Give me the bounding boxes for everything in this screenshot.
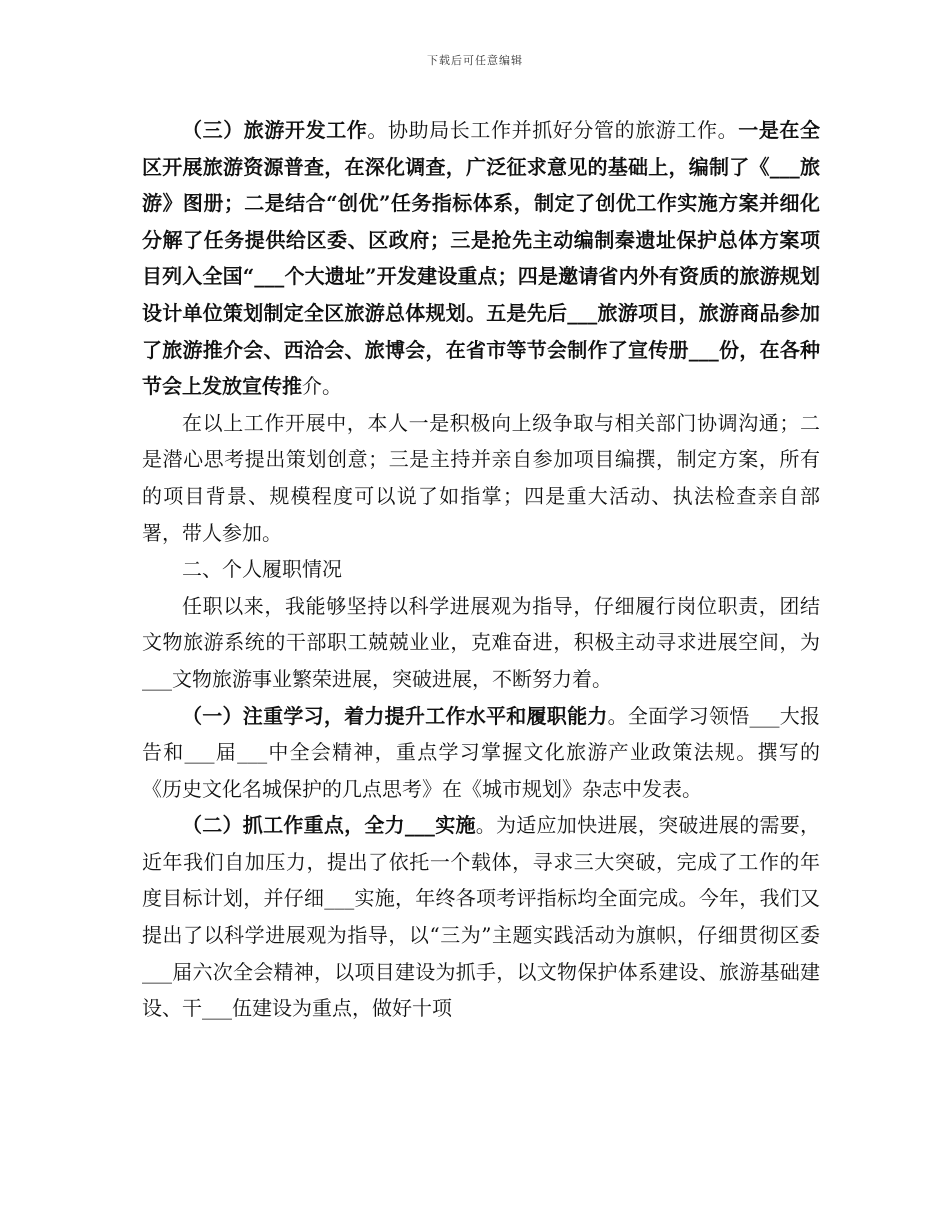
- subsection-heading-1: （一）注重学习，着力提升工作水平和履职能力: [182, 703, 608, 728]
- paragraph-tail: 介。: [302, 374, 342, 399]
- paragraph-text: 。协助局长工作并抓好分管的旅游工作。: [367, 118, 739, 142]
- section-heading-2: 二、个人履职情况: [182, 557, 342, 582]
- paragraph-key-work: [142, 807, 820, 1027]
- page-header: 下载后可任意编辑: [427, 54, 523, 67]
- paragraph-text: 。为适应加快进展，突破进展的需要，近年我们自加压力，提出了依托一个载体，寻求三大突破，完成了工作的年度目标计划，并仔细___实施，年终各项考评指标均全面完成。今年，我们又提出了以科学进展观为指导，以“三为”主题实践活动为旗帜，仔细贯彻区委___届六次全会精神，以项目建设为抓手，以文物保护体系建设、旅游基础建设、干___伍建设为重点，做好十项: [142, 813, 821, 1021]
- document-body: [142, 112, 820, 1027]
- paragraph-work-methods: 在以上工作开展中，本人一是积极向上级争取与相关部门协调沟通；二是潜心思考提出策划创意；三是主持并亲自参加项目编撰，制定方案，所有的项目背景、规模程度可以说了如指掌；四是重大活动、执法检查亲自部署，带人参加。: [142, 410, 820, 545]
- paragraph-tourism-development: [142, 112, 820, 405]
- paragraph-learning: [142, 698, 820, 808]
- paragraph-bold-text: 一是在全区开展旅游资源普查，在深化调查，广泛征求意见的基础上，编制了《___旅游》图册；二是结合“创优”任务指标体系，制定了创优工作实施方案并细化分解了任务提供给区委、区政府；三是抢先主动编制秦遗址保护总体方案项目列入全国“___个大遗址”开发建设重点；四是邀请省内外有资质的旅游规划设计单位策划制定全区旅游总体规划。五是先后___旅游项目，旅游商品参加了旅游推介会、西洽会、旅博会，在省市等节会制作了宣传册___份，在各种节会上发放宣传推: [142, 118, 821, 399]
- paragraph-text: 。全面学习领悟___大报告和___届___中全会精神，重点学习掌握文化旅游产业政策法规。撰写的《历史文化名城保护的几点思考》在《城市规划》杂志中发表。: [142, 703, 821, 801]
- section-heading-3: （三）旅游开发工作: [182, 118, 368, 142]
- paragraph-performance: 任职以来，我能够坚持以科学进展观为指导，仔细履行岗位职责，团结文物旅游系统的干部职工兢兢业业，克难奋进，积极主动寻求进展空间，为___文物旅游事业繁荣进展，突破进展，不断努力着。: [142, 593, 820, 691]
- subsection-heading-2: （二）抓工作重点，全力___实施: [182, 813, 476, 838]
